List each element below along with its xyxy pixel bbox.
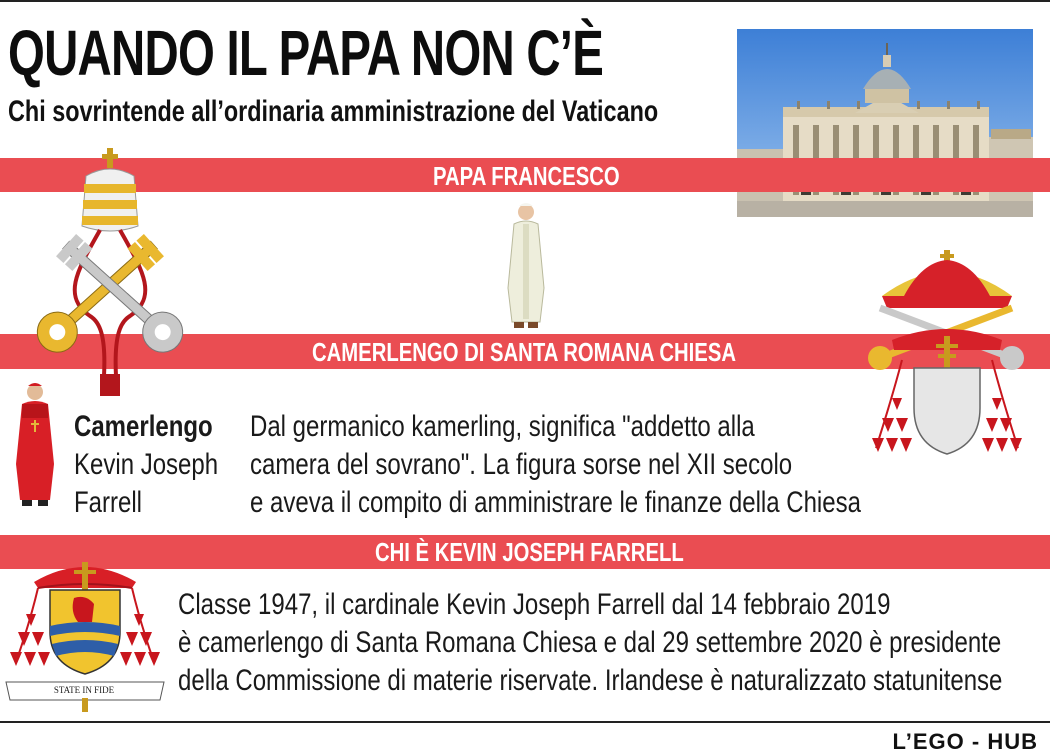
top-rule: [0, 0, 1050, 2]
papal-coat-of-arms-icon: [20, 146, 200, 398]
band-farrell-label: CHI È KEVIN JOSEPH FARRELL: [375, 537, 684, 567]
camerlengo-name-line1: Kevin Joseph: [74, 448, 219, 481]
camerlengo-desc-line3: e aveva il compito di amministrare le finanze della Chiesa: [250, 486, 861, 519]
page-subtitle: Chi sovrintende all’ordinaria amministrazione del Vaticano: [8, 95, 659, 128]
camerlengo-coat-of-arms-icon: [862, 248, 1032, 482]
camerlengo-name-line2: Farrell: [74, 486, 143, 519]
band-camerlengo-label: CAMERLENGO DI SANTA ROMANA CHIESA: [312, 337, 737, 367]
farrell-bio-line3: della Commissione di materie riservate. Irlandese è naturalizzato statunitense: [178, 664, 1003, 697]
bottom-rule: [0, 721, 1050, 723]
farrell-coat-of-arms-icon: [4, 552, 166, 712]
band-pope-label: PAPA FRANCESCO: [433, 161, 620, 191]
farrell-bio-line2: è camerlengo di Santa Romana Chiesa e dal 29 settembre 2020 è presidente: [178, 626, 1002, 659]
camerlengo-desc-line2: camera del sovrano". La figura sorse nel XII secolo: [250, 448, 793, 481]
camerlengo-description: [250, 408, 861, 522]
farrell-bio-line1: Classe 1947, il cardinale Kevin Joseph Farrell dal 14 febbraio 2019: [178, 588, 891, 621]
farrell-bio: [178, 586, 1002, 700]
camerlengo-role: Camerlengo: [74, 410, 213, 443]
camerlengo-name-block: [74, 408, 218, 522]
credit-label: L’EGO - HUB: [892, 729, 1038, 754]
pope-figure-icon: [500, 198, 552, 330]
cardinal-figure-icon: [12, 380, 58, 508]
coat-of-arms-motto: STATE IN FIDE: [53, 685, 115, 695]
camerlengo-desc-line1: Dal germanico kamerling, significa "addetto alla: [250, 410, 755, 443]
page-title: QUANDO IL PAPA NON C’È: [8, 17, 604, 89]
